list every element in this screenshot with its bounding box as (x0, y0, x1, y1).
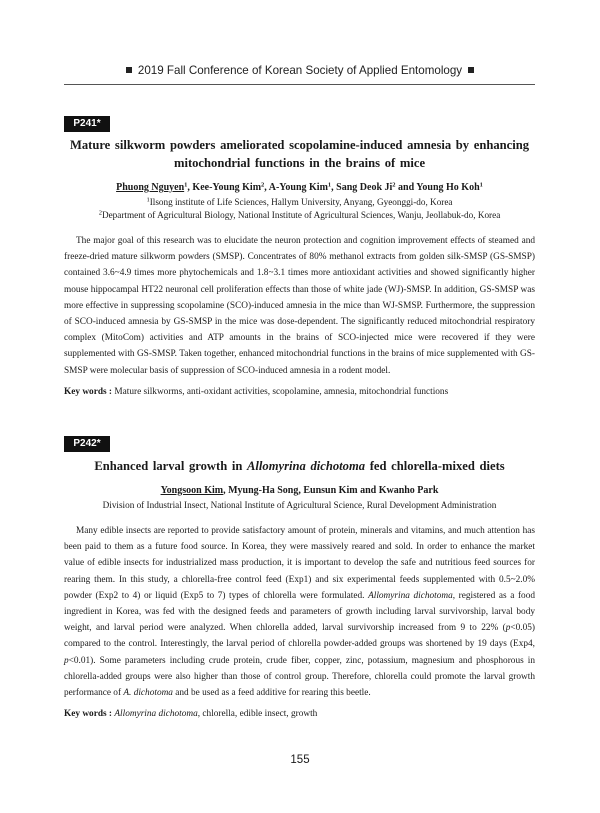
affiliation-marker: 2 (392, 181, 396, 189)
title-text: fed chlorella-mixed diets (365, 459, 505, 473)
title-line: Mature silkworm powders ameliorated scopolamine-induced amnesia by enhancing (69, 138, 530, 152)
body-text: , registered as a food ingredient in Korea, was fed with the designed feeds and parameters of growth including larval survivorship, larval body weight, and larval period were analyzed. When chlorella added, larval survivorship increased from 9 to 22% ( (64, 590, 535, 634)
body-text: and be used as a feed additive for rearing this beetle. (172, 688, 371, 699)
header-divider (64, 84, 535, 85)
species-name: Allomyrina dichotoma (114, 709, 198, 719)
conference-header (0, 64, 600, 77)
abstract-badge-p241: P241* (64, 116, 110, 132)
conference-title: 2019 Fall Conference of Korean Society of Applied Entomology (137, 64, 463, 77)
author: , Myung-Ha Song, Eunsun Kim and Kwanho Park (223, 485, 439, 496)
affiliation-text: Ilsong institute of Life Sciences, Hallym University, Anyang, Gyeonggi-do, Korea (149, 197, 453, 207)
p-value-symbol: p (505, 623, 511, 634)
presenting-author: Phuong Nguyen (116, 182, 185, 193)
author-list-p241 (64, 181, 535, 195)
page-number: 155 (290, 754, 310, 766)
title-text: Enhanced larval growth in (94, 459, 248, 473)
affiliation-marker: 1 (479, 181, 483, 189)
keywords-text: Mature silkworms, anti-oxidant activities, scopolamine, amnesia, mitochondrial functions (112, 387, 449, 397)
author: , Kee-Young Kim (187, 182, 262, 193)
square-bullet-icon (468, 67, 474, 73)
abstract-title-p242 (64, 457, 535, 475)
species-name: A. dichotoma (123, 688, 173, 699)
affiliation-1-p241 (64, 196, 535, 210)
p-value-symbol: p (64, 655, 69, 666)
abstract-badge-p242: P242* (64, 436, 110, 452)
body-text: Many edible insects are reported to provide satisfactory amount of protein, minerals and vitamins, and much attention has been paid to them as a future food source. In Korea, they were massively reared and sold. In order to enhance the market value of edible insects for industrialized mass production, it is important to develop the safe and nutritious feed sources for rearing them. In this study, a chlorella-free control feed (Exp1) and six experimental feeds supplemented with 0.5~2.0% powder (Exp2 to 4) or liquid (Exp5 to 7) types of chlorella were formulated. (64, 526, 535, 601)
title-line: mitochondrial functions in the brains of mice (173, 156, 426, 170)
affiliation-text: Department of Agricultural Biology, National Institute of Agricultural Sciences, Wanju, Jeollabuk-do, Korea (101, 210, 501, 220)
affiliation-2-p241 (64, 209, 535, 223)
keywords-label: Key words : (64, 709, 113, 719)
keywords-label: Key words : (64, 387, 113, 397)
presenting-author: Yongsoon Kim (160, 485, 224, 496)
square-bullet-icon (126, 67, 132, 73)
author: , Sang Deok Ji (331, 182, 393, 193)
affiliation-marker: 2 (98, 209, 102, 217)
affiliation-marker: 2 (261, 181, 265, 189)
abstract-title-p241 (64, 136, 535, 172)
abstract-body-p241: The major goal of this research was to elucidate the neuron protection and cognition improvement effects of steamed and freeze-dried mature silkworm powders (SMSP). Concentrates of 80% methanol extracts from golden silk-SMSP (GS-SMSP) contained 3.6~4.9 times more phytochemicals and 1.8~3.1 times more antioxidant activities and showed significantly higher mouse hippocampal HT22 neuronal cell proliferation effects than those of white jade (WJ)-SMSP. In addition, GS-SMSP was more effective in suppressing scopolamine (SCO)-induced amnesia in the mice than WJ-SMSP. Furthermore, the suppression of SCO-induced amnesia by GS-SMSP in the mice was dose-dependent. The significantly reduced mitochondrial respiratory complex (MitoCom) activities and ATP amounts in the brains of SCO-injected mice were recovered if they were supplemented with GS-SMSP. Taken together, enhanced mitochondrial functions in the brains of mice supplemented with GS-SMSP were molecular basis of suppression of SCO-induced amnesia in a rodent model. (64, 236, 535, 376)
body-text: <0.05) compared to the control. Interestingly, the larval period of chlorella powder-added groups was shortened by 19 days (Exp4, (64, 623, 535, 650)
keywords-text: , chlorella, edible insect, growth (197, 709, 318, 719)
author: , A-Young Kim (264, 182, 328, 193)
affiliation-marker: 1 (184, 181, 188, 189)
affiliation-marker: 1 (146, 196, 150, 204)
author: and Young Ho Koh (395, 182, 480, 193)
keywords-p242 (64, 707, 535, 721)
author-list-p242 (64, 484, 535, 498)
body-text: <0.01). Some parameters including crude protein, crude fiber, copper, zinc, potassium, magnesium and phosphorous in chlorella-added groups were also higher than those of control group. Therefore, chlorella could promote the larval growth performance of (64, 655, 535, 699)
affiliation-p242: Division of Industrial Insect, National Institute of Agricultural Science, Rural Development Administration (102, 500, 497, 510)
species-name: Allomyrina dichotoma (368, 590, 453, 601)
keywords-p241 (64, 385, 535, 399)
abstract-body-p242 (64, 523, 535, 701)
affiliation-marker: 1 (327, 181, 332, 189)
species-name: Allomyrina dichotoma (247, 459, 366, 473)
